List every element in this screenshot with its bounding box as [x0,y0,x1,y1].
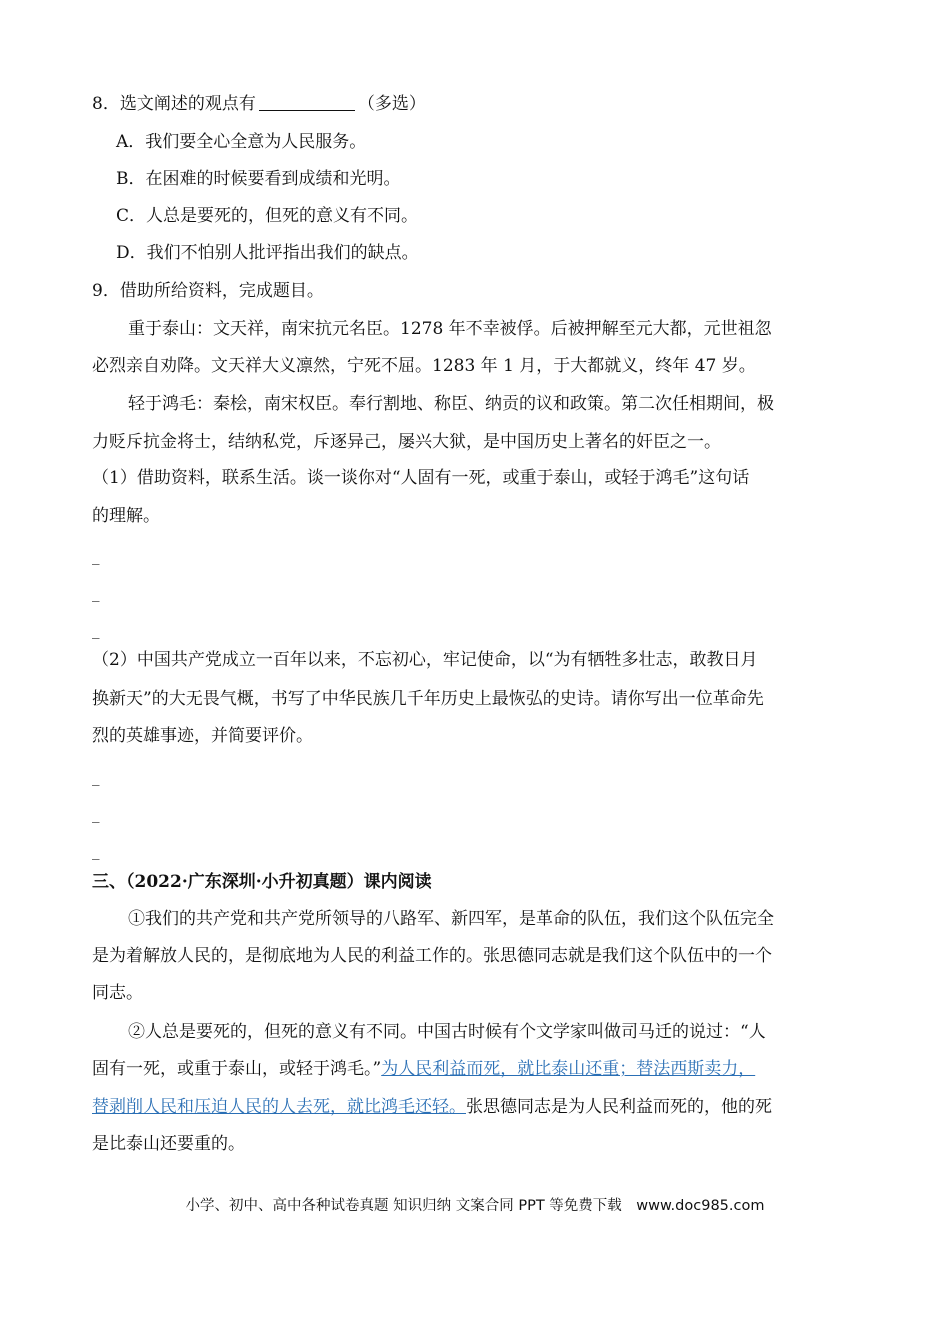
underlined-sentence: 替剥削人民和压迫人民的人去死，就比鸿毛还轻。 [92,1097,466,1117]
paragraph-1-line-1: ①我们的共产党和共产党所领导的八路军、新四军，是革命的队伍，我们这个队伍完全 [128,909,774,929]
paragraph-2-line-3 [92,1095,867,1119]
option-b: B．在困难的时候要看到成绩和光明。 [116,169,401,189]
option-c: C．人总是要死的，但死的意义有不同。 [116,206,419,226]
sub-question-1-line-1: （1）借助资料，联系生活。谈一谈你对“人固有一死，或重于泰山，或轻于鸿毛”这句话 [92,468,750,488]
material-2-line-1: 轻于鸿毛：秦桧，南宋权臣。奉行割地、称臣、纳贡的议和政策。第二次任相期间，极 [128,394,774,414]
paragraph-2-line-2 [92,1057,867,1081]
paragraph-2-text: 固有一死，或重于泰山，或轻于鸿毛。” [92,1059,382,1079]
question-8-stem [92,92,867,116]
paragraph-2-line-4: 是比泰山还要重的。 [92,1134,245,1154]
section-3-heading: 三、（2022·广东深圳·小升初真题）课内阅读 [92,872,432,892]
paragraph-1-line-2: 是为着解放人民的，是彻底地为人民的利益工作的。张思德同志就是我们这个队伍中的一个 [92,946,772,966]
paragraph-1-line-3: 同志。 [92,983,143,1003]
question-8-text: 8．选文阐述的观点有 [92,94,256,114]
answer-line[interactable]: _ [92,768,100,786]
material-1-line-1: 重于泰山：文天祥，南宋抗元名臣。1278 年不幸被俘。后被押解至元大都，元世祖忽 [128,319,772,339]
page-footer: 小学、初中、高中各种试卷真题 知识归纳 文案合同 PPT 等免费下载 www.doc985.com [185,1198,765,1214]
sub-question-1-line-2: 的理解。 [92,506,160,526]
sub-question-2-line-3: 烈的英雄事迹，并简要评价。 [92,726,313,746]
answer-line[interactable]: _ [92,547,100,565]
material-2-line-2: 力贬斥抗金将士，结纳私党，斥逐异己，屡兴大狱，是中国历史上著名的奸臣之一。 [92,432,721,452]
answer-line[interactable]: _ [92,584,100,602]
answer-blank[interactable] [259,92,355,111]
material-1-line-2: 必烈亲自劝降。文天祥大义凛然，宁死不屈。1283 年 1 月，于大都就义，终年 47 岁。 [92,356,756,376]
sub-question-2-line-2: 换新天”的大无畏气概，书写了中华民族几千年历史上最恢弘的史诗。请你写出一位革命先 [92,689,764,709]
paragraph-2-line-1: ②人总是要死的，但死的意义有不同。中国古时候有个文学家叫做司马迁的说过：“人 [128,1022,766,1042]
answer-line[interactable]: _ [92,621,100,639]
underlined-sentence: 为人民利益而死，就比泰山还重；替法西斯卖力， [381,1059,756,1079]
paragraph-2-text: 张思德同志是为人民利益而死的，他的死 [466,1097,772,1117]
sub-question-2-line-1: （2）中国共产党成立一百年以来，不忘初心，牢记使命，以“为有牺牲多壮志，敢教日月 [92,650,758,670]
option-a: A．我们要全心全意为人民服务。 [116,132,367,152]
question-8-note: （多选） [357,94,426,114]
answer-line[interactable]: _ [92,805,100,823]
option-d: D．我们不怕别人批评指出我们的缺点。 [116,243,419,263]
answer-line[interactable]: _ [92,842,100,860]
question-9-stem: 9．借助所给资料，完成题目。 [92,281,324,301]
